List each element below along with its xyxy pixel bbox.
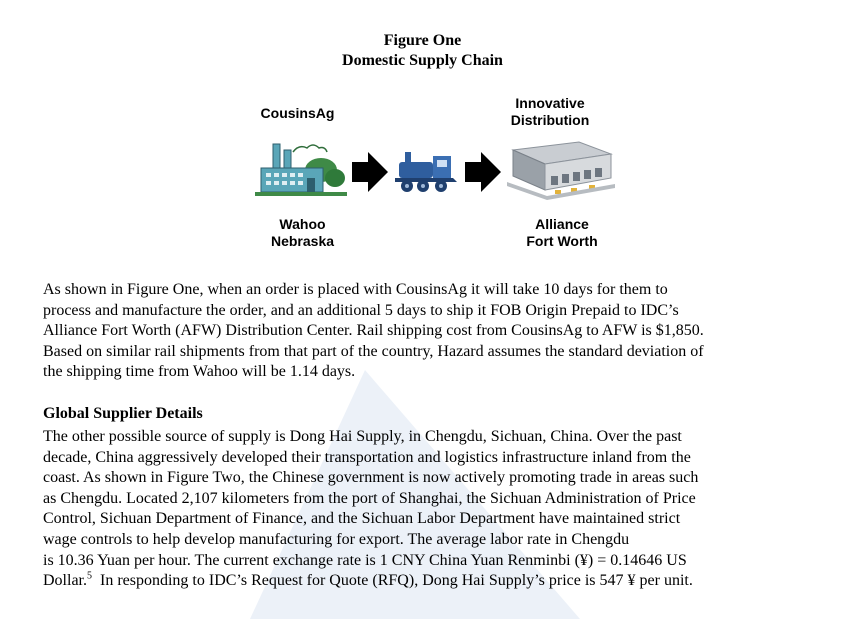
arrow-right-icon — [352, 152, 388, 192]
arrow-right-icon — [465, 152, 501, 192]
text-line: coast. As shown in Figure Two, the Chinese government is now actively promoting trade in areas such — [43, 469, 699, 487]
footnote-marker[interactable]: 5 — [87, 570, 92, 582]
distributor-location-line1: Alliance — [535, 216, 589, 232]
text-line: Control, Sichuan Department of Finance, and the Sichuan Labor Department have maintained strict — [43, 510, 681, 528]
text-line-last — [43, 571, 823, 592]
text-line: as Chengdu. Located 2,107 kilometers from the port of Shanghai, the Sichuan Administration of Price — [43, 489, 696, 507]
factory-icon — [255, 136, 347, 198]
text-line: process and manufacture the order, and an additional 5 days to ship it FOB Origin Prepaid to IDC’s — [43, 301, 679, 319]
distributor-location-line2: Fort Worth — [526, 233, 598, 249]
distributor-name-line2: Distribution — [510, 112, 590, 128]
figure-title: Figure One — [383, 32, 462, 49]
text-line: is 10.36 Yuan per hour. The current exchange rate is 1 CNY China Yuan Renminbi (¥) = 0.14646 US — [43, 551, 687, 569]
text-line: decade, China aggressively developed their transportation and logistics infrastructure inland from the — [43, 448, 691, 466]
paragraph-domestic — [43, 280, 823, 383]
paragraph-global — [43, 427, 823, 592]
text-line: As shown in Figure One, when an order is placed with CousinsAg it will take 10 days for them to — [43, 281, 668, 298]
text-dollar: Dollar. — [43, 572, 87, 590]
supplier-location-line2: Nebraska — [270, 233, 335, 249]
text-line-tail: In responding to IDC’s Request for Quote (RFQ), Dong Hai Supply’s price is 547 ¥ per unit. — [92, 572, 693, 590]
supplier-location-line1: Wahoo — [279, 216, 326, 232]
train-icon — [395, 148, 457, 194]
text-line: the shipping time from Wahoo will be 1.14 days. — [43, 363, 356, 381]
supplier-name: CousinsAg — [260, 105, 335, 121]
section-heading: Global Supplier Details — [43, 405, 203, 422]
distributor-name-line1: Innovative — [515, 95, 585, 111]
warehouse-icon — [507, 138, 615, 200]
text-line: wage controls to help develop manufacturing for export. The average labor rate in Chengdu — [43, 530, 630, 548]
text-line: Alliance Fort Worth (AFW) Distribution Center. Rail shipping cost from CousinsAg to AFW is $1,850. — [43, 322, 704, 340]
text-line: The other possible source of supply is Dong Hai Supply, in Chengdu, Sichuan, China. Over the past — [43, 428, 682, 445]
text-line: Based on similar rail shipments from that part of the country, Hazard assumes the standard deviation of — [43, 342, 704, 360]
figure-subtitle: Domestic Supply Chain — [342, 52, 503, 69]
